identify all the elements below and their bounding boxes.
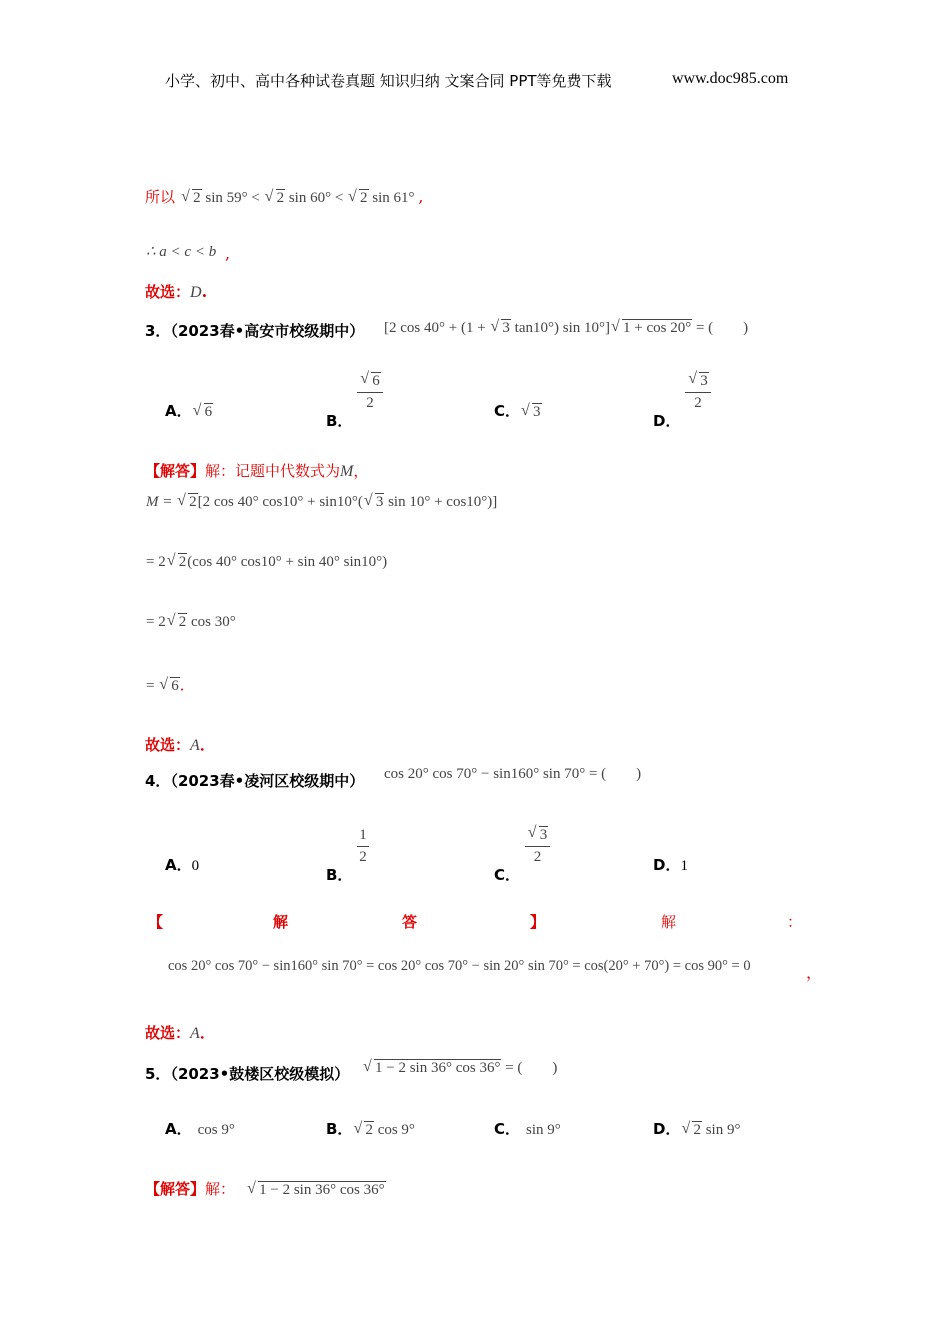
option-b[interactable]: B． √ $\frac{6}{2}$: [326, 372, 383, 412]
prev-ineq-line: [145, 186, 423, 207]
comma: ,: [225, 244, 231, 263]
question-3-expression: [2 cos 40° + (1 + √ 3 tan10°) sin 10°]√ 1 + cos 20° = ( ): [384, 316, 748, 337]
question-5-expression: √ 1 − 2 sin 36° cos 36° = ( ): [362, 1056, 557, 1077]
question-number: 3．: [145, 322, 171, 340]
question-4-expression: cos 20° cos 70° − sin160° sin 70° = ( ): [384, 766, 642, 782]
solution-4-line: cos 20° cos 70° − sin160° sin 70° = cos 20° cos 70° − sin 20° sin 70° = cos(20° + 70°) = cos 90° = 0: [168, 958, 751, 974]
question-source: （2023春•高安市校级期中）: [170, 322, 365, 340]
question-3: [145, 320, 364, 341]
solution-4-tag-close: 】: [530, 913, 546, 931]
conclusion-line: ∴ a < c < b: [146, 244, 217, 260]
option-b[interactable]: B． $\frac{1}{2}$: [326, 827, 367, 884]
comma: ，: [806, 963, 823, 982]
option-a[interactable]: A． cos 9°: [165, 1120, 235, 1138]
solution-3-header: 【解答】解：记题中代数式为M，: [145, 462, 369, 480]
option-d[interactable]: D．√ 2 sin 9°: [653, 1118, 740, 1139]
solution-4-tag-char: 答: [402, 913, 418, 931]
option-c[interactable]: C．√ 3: [494, 400, 542, 421]
solution-4-choose: 故选：A．: [145, 1023, 216, 1042]
solution-3-line-2: = 2√ 2(cos 40° cos10° + sin 40° sin10°): [146, 554, 387, 571]
solution-3-line-3: = 2√ 2 cos 30°: [146, 614, 236, 631]
question-number: 5．: [145, 1065, 171, 1083]
question-4: [145, 770, 364, 791]
option-a[interactable]: A．0: [165, 856, 200, 874]
question-number: 4．: [145, 772, 171, 790]
choose-line: [145, 281, 207, 302]
solution-3-choose: 故选：A．: [145, 735, 216, 754]
header-text: 小学、初中、高中各种试卷真题 知识归纳 文案合同 PPT等免费下载: [165, 72, 612, 90]
question-source: （2023•鼓楼区校级模拟）: [170, 1065, 350, 1083]
choose-label: 故选：: [145, 283, 191, 301]
choose-value: D: [190, 284, 202, 301]
period: .: [201, 282, 208, 301]
solution-4-tag-char: 解: [273, 913, 289, 931]
solution-4-tag-open: 【: [148, 913, 164, 931]
ineq-expression: √ 2 sin 59° < √ 2 sin 60° < √ 2 sin 61°: [180, 190, 418, 206]
solution-4-label: 解: [661, 913, 677, 931]
header-url[interactable]: www.doc985.com: [672, 70, 789, 87]
solution-3-line-4: = √ 6．: [146, 674, 195, 695]
option-d[interactable]: D． √ $\frac{3}{2}$: [653, 372, 711, 412]
question-5: [145, 1063, 349, 1084]
solution-5-header: 【解答】解： √ 1 − 2 sin 36° cos 36°: [145, 1178, 386, 1199]
solution-4-colon: ：: [787, 913, 803, 931]
option-c[interactable]: C． √ $\frac{3}{2}$: [494, 826, 550, 866]
so-prefix: 所以: [145, 188, 176, 206]
solution-3-line-1: M = √ 2[2 cos 40° cos10° + sin10°(√ 3 sin 10° + cos10°)]: [146, 494, 497, 511]
option-d[interactable]: D．1: [653, 856, 688, 874]
option-b[interactable]: B．√ 2 cos 9°: [326, 1118, 415, 1139]
option-a[interactable]: A．√ 6: [165, 400, 213, 421]
comma: ,: [418, 187, 424, 206]
question-source: （2023春•凌河区校级期中）: [170, 772, 365, 790]
option-c[interactable]: C． sin 9°: [494, 1120, 561, 1138]
